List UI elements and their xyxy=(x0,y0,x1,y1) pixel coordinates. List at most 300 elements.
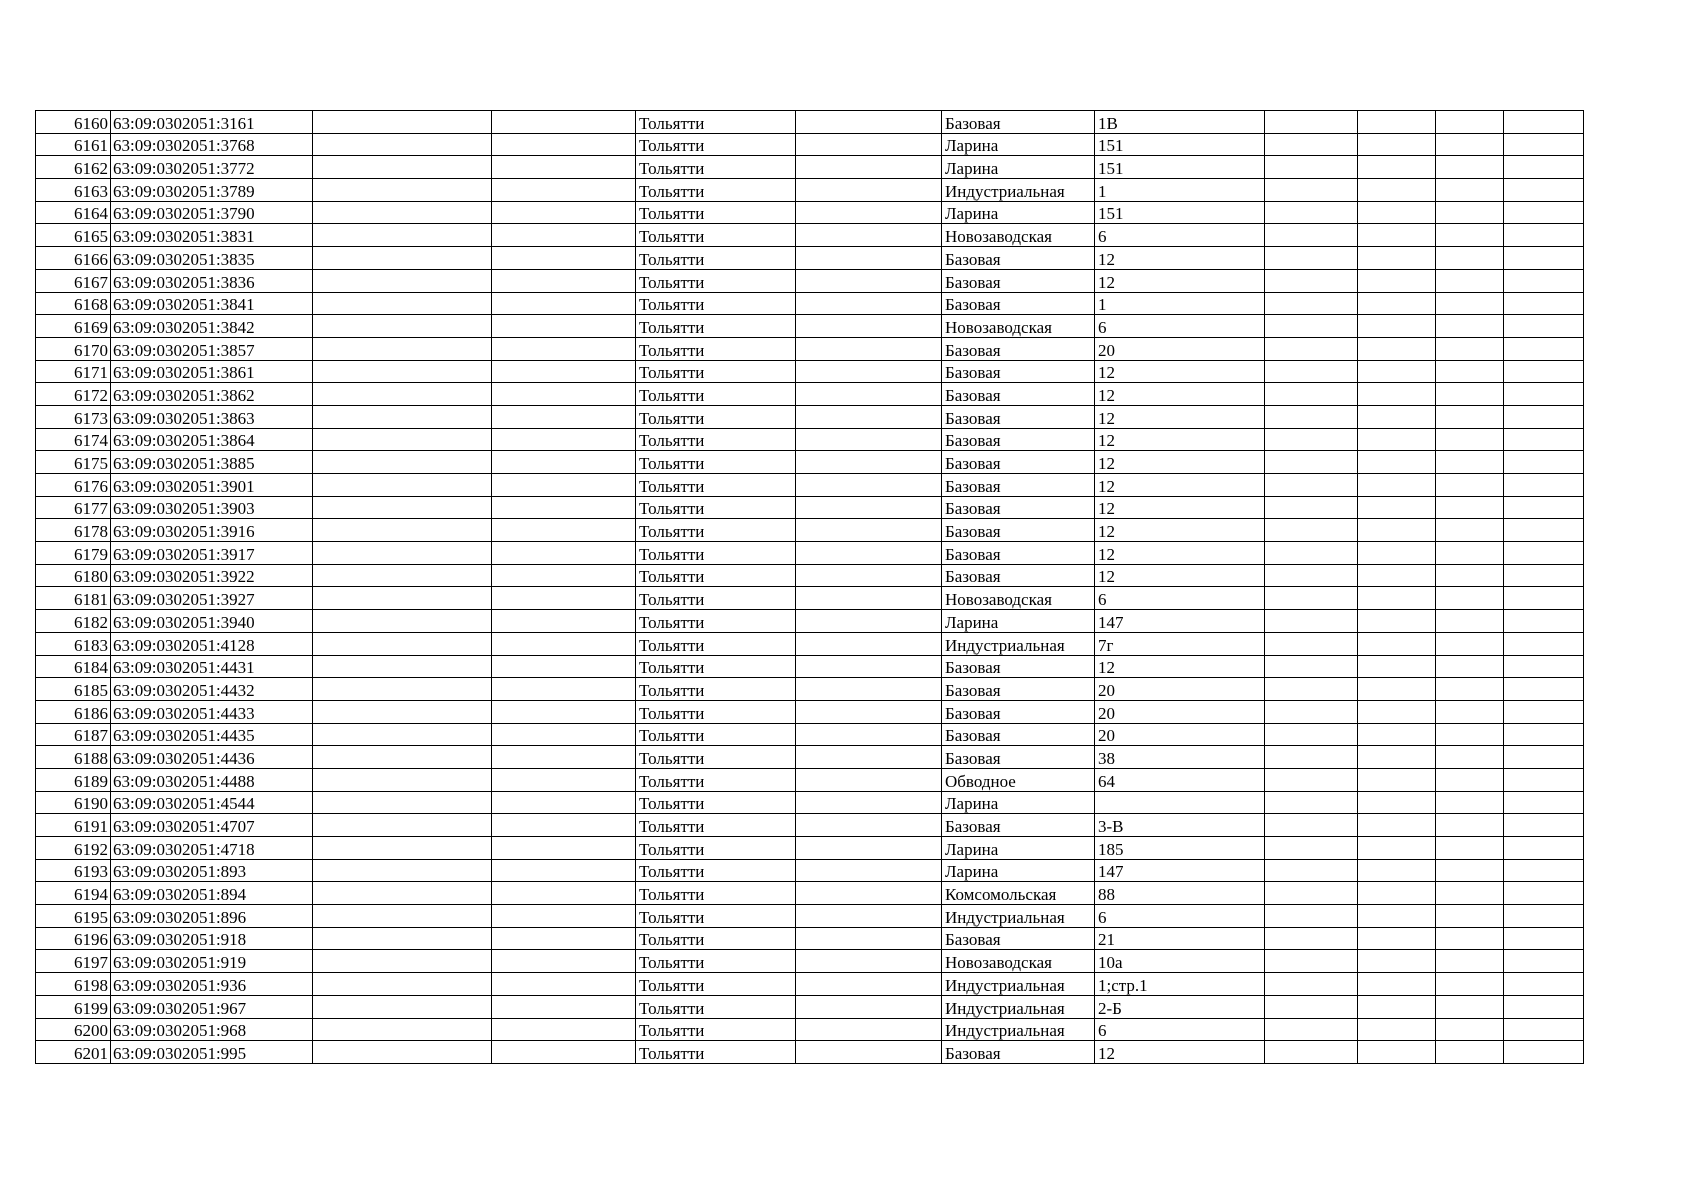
empty-cell xyxy=(796,700,942,723)
table-row xyxy=(36,814,1584,837)
empty-cell xyxy=(796,655,942,678)
empty-cell xyxy=(796,768,942,791)
table-row xyxy=(36,337,1584,360)
empty-cell xyxy=(1436,496,1504,519)
empty-cell xyxy=(1504,496,1584,519)
empty-cell xyxy=(1358,224,1436,247)
empty-cell xyxy=(313,587,492,610)
cadastral-number-cell: 63:09:0302051:4128 xyxy=(111,632,313,655)
empty-cell xyxy=(492,655,636,678)
empty-cell xyxy=(313,746,492,769)
empty-cell xyxy=(1265,292,1358,315)
empty-cell xyxy=(313,723,492,746)
empty-cell xyxy=(1358,927,1436,950)
empty-cell xyxy=(796,451,942,474)
empty-cell xyxy=(1358,678,1436,701)
empty-cell xyxy=(313,224,492,247)
empty-cell xyxy=(1436,111,1504,134)
city-cell: Тольятти xyxy=(636,247,796,270)
cadastral-number-cell: 63:09:0302051:967 xyxy=(111,995,313,1018)
city-cell: Тольятти xyxy=(636,542,796,565)
house-cell: 1 xyxy=(1095,179,1265,202)
empty-cell xyxy=(1436,292,1504,315)
empty-cell xyxy=(1358,905,1436,928)
table-row xyxy=(36,383,1584,406)
empty-cell xyxy=(1265,247,1358,270)
table-row xyxy=(36,973,1584,996)
empty-cell xyxy=(1504,610,1584,633)
street-cell: Базовая xyxy=(942,655,1095,678)
empty-cell xyxy=(1436,632,1504,655)
row-number-cell: 6178 xyxy=(36,519,111,542)
city-cell: Тольятти xyxy=(636,791,796,814)
street-cell: Индустриальная xyxy=(942,973,1095,996)
city-cell: Тольятти xyxy=(636,700,796,723)
city-cell: Тольятти xyxy=(636,337,796,360)
empty-cell xyxy=(1436,224,1504,247)
street-cell: Комсомольская xyxy=(942,882,1095,905)
row-number-cell: 6184 xyxy=(36,655,111,678)
house-cell: 12 xyxy=(1095,405,1265,428)
empty-cell xyxy=(1358,360,1436,383)
empty-cell xyxy=(313,496,492,519)
empty-cell xyxy=(1265,428,1358,451)
empty-cell xyxy=(1436,451,1504,474)
empty-cell xyxy=(1436,247,1504,270)
row-number-cell: 6193 xyxy=(36,859,111,882)
cadastral-number-cell: 63:09:0302051:968 xyxy=(111,1018,313,1041)
empty-cell xyxy=(1265,837,1358,860)
empty-cell xyxy=(313,995,492,1018)
house-cell: 6 xyxy=(1095,905,1265,928)
empty-cell xyxy=(1504,791,1584,814)
empty-cell xyxy=(1358,632,1436,655)
row-number-cell: 6164 xyxy=(36,201,111,224)
empty-cell xyxy=(492,179,636,202)
empty-cell xyxy=(492,542,636,565)
table-row xyxy=(36,451,1584,474)
house-cell: 12 xyxy=(1095,383,1265,406)
table-row xyxy=(36,201,1584,224)
house-cell: 147 xyxy=(1095,610,1265,633)
row-number-cell: 6171 xyxy=(36,360,111,383)
city-cell: Тольятти xyxy=(636,292,796,315)
empty-cell xyxy=(1436,360,1504,383)
empty-cell xyxy=(313,360,492,383)
street-cell: Индустриальная xyxy=(942,995,1095,1018)
empty-cell xyxy=(313,383,492,406)
table-row xyxy=(36,519,1584,542)
table-row xyxy=(36,859,1584,882)
empty-cell xyxy=(313,428,492,451)
street-cell: Базовая xyxy=(942,927,1095,950)
street-cell: Базовая xyxy=(942,111,1095,134)
empty-cell xyxy=(1436,723,1504,746)
empty-cell xyxy=(1265,859,1358,882)
empty-cell xyxy=(1358,111,1436,134)
empty-cell xyxy=(1436,337,1504,360)
table-row xyxy=(36,950,1584,973)
cadastral-number-cell: 63:09:0302051:3772 xyxy=(111,156,313,179)
row-number-cell: 6194 xyxy=(36,882,111,905)
table-row xyxy=(36,315,1584,338)
empty-cell xyxy=(796,859,942,882)
empty-cell xyxy=(1504,337,1584,360)
empty-cell xyxy=(1504,973,1584,996)
street-cell: Ларина xyxy=(942,610,1095,633)
empty-cell xyxy=(492,905,636,928)
cadastral-number-cell: 63:09:0302051:3161 xyxy=(111,111,313,134)
empty-cell xyxy=(1504,564,1584,587)
empty-cell xyxy=(796,564,942,587)
street-cell: Индустриальная xyxy=(942,632,1095,655)
empty-cell xyxy=(492,587,636,610)
empty-cell xyxy=(492,837,636,860)
empty-cell xyxy=(1436,995,1504,1018)
empty-cell xyxy=(1436,973,1504,996)
empty-cell xyxy=(796,201,942,224)
street-cell: Базовая xyxy=(942,564,1095,587)
empty-cell xyxy=(492,224,636,247)
empty-cell xyxy=(1358,882,1436,905)
empty-cell xyxy=(1265,133,1358,156)
empty-cell xyxy=(796,337,942,360)
empty-cell xyxy=(1358,247,1436,270)
empty-cell xyxy=(1265,768,1358,791)
row-number-cell: 6183 xyxy=(36,632,111,655)
empty-cell xyxy=(1436,133,1504,156)
empty-cell xyxy=(492,428,636,451)
empty-cell xyxy=(492,337,636,360)
house-cell: 12 xyxy=(1095,474,1265,497)
empty-cell xyxy=(492,315,636,338)
empty-cell xyxy=(1504,768,1584,791)
street-cell: Новозаводская xyxy=(942,224,1095,247)
empty-cell xyxy=(1265,451,1358,474)
empty-cell xyxy=(1436,882,1504,905)
city-cell: Тольятти xyxy=(636,950,796,973)
row-number-cell: 6186 xyxy=(36,700,111,723)
table-row xyxy=(36,1041,1584,1064)
empty-cell xyxy=(1265,542,1358,565)
row-number-cell: 6177 xyxy=(36,496,111,519)
empty-cell xyxy=(1358,496,1436,519)
house-cell: 6 xyxy=(1095,315,1265,338)
empty-cell xyxy=(492,564,636,587)
row-number-cell: 6189 xyxy=(36,768,111,791)
city-cell: Тольятти xyxy=(636,882,796,905)
table-row xyxy=(36,746,1584,769)
house-cell: 12 xyxy=(1095,451,1265,474)
empty-cell xyxy=(1504,723,1584,746)
cadastral-number-cell: 63:09:0302051:896 xyxy=(111,905,313,928)
empty-cell xyxy=(313,474,492,497)
table-row xyxy=(36,156,1584,179)
empty-cell xyxy=(1436,655,1504,678)
empty-cell xyxy=(492,292,636,315)
cadastral-number-cell: 63:09:0302051:918 xyxy=(111,927,313,950)
empty-cell xyxy=(1358,791,1436,814)
cadastral-number-cell: 63:09:0302051:3864 xyxy=(111,428,313,451)
row-number-cell: 6195 xyxy=(36,905,111,928)
empty-cell xyxy=(492,383,636,406)
empty-cell xyxy=(1265,791,1358,814)
row-number-cell: 6192 xyxy=(36,837,111,860)
city-cell: Тольятти xyxy=(636,519,796,542)
empty-cell xyxy=(1358,201,1436,224)
row-number-cell: 6200 xyxy=(36,1018,111,1041)
street-cell: Базовая xyxy=(942,428,1095,451)
city-cell: Тольятти xyxy=(636,383,796,406)
house-cell: 12 xyxy=(1095,542,1265,565)
city-cell: Тольятти xyxy=(636,859,796,882)
cadastral-number-cell: 63:09:0302051:3842 xyxy=(111,315,313,338)
city-cell: Тольятти xyxy=(636,655,796,678)
city-cell: Тольятти xyxy=(636,814,796,837)
house-cell: 12 xyxy=(1095,1041,1265,1064)
empty-cell xyxy=(1504,950,1584,973)
street-cell: Базовая xyxy=(942,383,1095,406)
empty-cell xyxy=(313,814,492,837)
empty-cell xyxy=(1265,950,1358,973)
cadastral-number-cell: 63:09:0302051:3916 xyxy=(111,519,313,542)
empty-cell xyxy=(1358,405,1436,428)
street-cell: Индустриальная xyxy=(942,179,1095,202)
empty-cell xyxy=(1436,768,1504,791)
empty-cell xyxy=(796,360,942,383)
empty-cell xyxy=(1265,383,1358,406)
house-cell: 12 xyxy=(1095,496,1265,519)
cadastral-number-cell: 63:09:0302051:4707 xyxy=(111,814,313,837)
empty-cell xyxy=(1436,1041,1504,1064)
cadastral-number-cell: 63:09:0302051:3836 xyxy=(111,269,313,292)
empty-cell xyxy=(492,995,636,1018)
empty-cell xyxy=(492,1041,636,1064)
empty-cell xyxy=(313,542,492,565)
empty-cell xyxy=(492,973,636,996)
empty-cell xyxy=(1504,746,1584,769)
empty-cell xyxy=(1504,292,1584,315)
empty-cell xyxy=(1504,179,1584,202)
house-cell: 12 xyxy=(1095,564,1265,587)
empty-cell xyxy=(1504,678,1584,701)
empty-cell xyxy=(313,859,492,882)
cadastral-number-cell: 63:09:0302051:3861 xyxy=(111,360,313,383)
empty-cell xyxy=(1358,859,1436,882)
empty-cell xyxy=(1436,927,1504,950)
empty-cell xyxy=(796,383,942,406)
empty-cell xyxy=(1504,519,1584,542)
table-row xyxy=(36,678,1584,701)
street-cell: Ларина xyxy=(942,791,1095,814)
empty-cell xyxy=(313,292,492,315)
empty-cell xyxy=(1504,405,1584,428)
city-cell: Тольятти xyxy=(636,496,796,519)
empty-cell xyxy=(1504,587,1584,610)
empty-cell xyxy=(1265,927,1358,950)
empty-cell xyxy=(313,700,492,723)
street-cell: Ларина xyxy=(942,133,1095,156)
cadastral-number-cell: 63:09:0302051:3862 xyxy=(111,383,313,406)
empty-cell xyxy=(1436,587,1504,610)
empty-cell xyxy=(313,1041,492,1064)
empty-cell xyxy=(1265,111,1358,134)
empty-cell xyxy=(796,1041,942,1064)
empty-cell xyxy=(492,111,636,134)
row-number-cell: 6197 xyxy=(36,950,111,973)
empty-cell xyxy=(1358,542,1436,565)
empty-cell xyxy=(1358,269,1436,292)
empty-cell xyxy=(1265,700,1358,723)
cadastral-number-cell: 63:09:0302051:4431 xyxy=(111,655,313,678)
house-cell: 6 xyxy=(1095,1018,1265,1041)
street-cell: Базовая xyxy=(942,337,1095,360)
city-cell: Тольятти xyxy=(636,269,796,292)
cadastral-number-cell: 63:09:0302051:919 xyxy=(111,950,313,973)
street-cell: Ларина xyxy=(942,201,1095,224)
empty-cell xyxy=(1358,700,1436,723)
empty-cell xyxy=(1436,269,1504,292)
empty-cell xyxy=(1358,655,1436,678)
row-number-cell: 6172 xyxy=(36,383,111,406)
empty-cell xyxy=(796,882,942,905)
empty-cell xyxy=(313,950,492,973)
street-cell: Новозаводская xyxy=(942,315,1095,338)
empty-cell xyxy=(1436,610,1504,633)
house-cell: 151 xyxy=(1095,201,1265,224)
city-cell: Тольятти xyxy=(636,1041,796,1064)
empty-cell xyxy=(1504,111,1584,134)
table-row xyxy=(36,995,1584,1018)
empty-cell xyxy=(1504,224,1584,247)
row-number-cell: 6166 xyxy=(36,247,111,270)
house-cell: 20 xyxy=(1095,723,1265,746)
empty-cell xyxy=(1265,587,1358,610)
empty-cell xyxy=(492,859,636,882)
city-cell: Тольятти xyxy=(636,224,796,247)
empty-cell xyxy=(313,905,492,928)
empty-cell xyxy=(313,791,492,814)
table-row xyxy=(36,1018,1584,1041)
empty-cell xyxy=(492,632,636,655)
empty-cell xyxy=(1436,179,1504,202)
empty-cell xyxy=(1265,564,1358,587)
empty-cell xyxy=(796,950,942,973)
city-cell: Тольятти xyxy=(636,837,796,860)
empty-cell xyxy=(313,1018,492,1041)
cadastral-number-cell: 63:09:0302051:3841 xyxy=(111,292,313,315)
empty-cell xyxy=(1265,224,1358,247)
empty-cell xyxy=(1504,882,1584,905)
empty-cell xyxy=(1265,360,1358,383)
house-cell: 12 xyxy=(1095,519,1265,542)
empty-cell xyxy=(796,111,942,134)
empty-cell xyxy=(1358,973,1436,996)
row-number-cell: 6198 xyxy=(36,973,111,996)
empty-cell xyxy=(1436,474,1504,497)
cadastral-number-cell: 63:09:0302051:936 xyxy=(111,973,313,996)
city-cell: Тольятти xyxy=(636,1018,796,1041)
empty-cell xyxy=(313,655,492,678)
table-row xyxy=(36,791,1584,814)
house-cell: 21 xyxy=(1095,927,1265,950)
cadastral-number-cell: 63:09:0302051:3790 xyxy=(111,201,313,224)
empty-cell xyxy=(796,292,942,315)
empty-cell xyxy=(1436,791,1504,814)
empty-cell xyxy=(313,247,492,270)
empty-cell xyxy=(1358,292,1436,315)
empty-cell xyxy=(796,791,942,814)
empty-cell xyxy=(1358,564,1436,587)
empty-cell xyxy=(313,927,492,950)
city-cell: Тольятти xyxy=(636,610,796,633)
row-number-cell: 6190 xyxy=(36,791,111,814)
empty-cell xyxy=(1358,746,1436,769)
street-cell: Базовая xyxy=(942,678,1095,701)
city-cell: Тольятти xyxy=(636,111,796,134)
empty-cell xyxy=(1358,337,1436,360)
row-number-cell: 6196 xyxy=(36,927,111,950)
empty-cell xyxy=(796,587,942,610)
cadastral-number-cell: 63:09:0302051:3863 xyxy=(111,405,313,428)
empty-cell xyxy=(313,156,492,179)
city-cell: Тольятти xyxy=(636,201,796,224)
empty-cell xyxy=(1504,632,1584,655)
empty-cell xyxy=(1358,610,1436,633)
empty-cell xyxy=(1265,337,1358,360)
empty-cell xyxy=(796,610,942,633)
empty-cell xyxy=(313,768,492,791)
empty-cell xyxy=(1265,1041,1358,1064)
empty-cell xyxy=(1358,814,1436,837)
street-cell: Базовая xyxy=(942,292,1095,315)
empty-cell xyxy=(1436,564,1504,587)
street-cell: Базовая xyxy=(942,474,1095,497)
empty-cell xyxy=(492,1018,636,1041)
cadastral-number-cell: 63:09:0302051:3922 xyxy=(111,564,313,587)
table-row xyxy=(36,610,1584,633)
city-cell: Тольятти xyxy=(636,927,796,950)
row-number-cell: 6188 xyxy=(36,746,111,769)
empty-cell xyxy=(1358,428,1436,451)
house-cell: 88 xyxy=(1095,882,1265,905)
empty-cell xyxy=(492,678,636,701)
empty-cell xyxy=(1436,746,1504,769)
street-cell: Базовая xyxy=(942,496,1095,519)
empty-cell xyxy=(1265,1018,1358,1041)
house-cell: 12 xyxy=(1095,360,1265,383)
empty-cell xyxy=(1436,519,1504,542)
empty-cell xyxy=(1265,814,1358,837)
table-row xyxy=(36,247,1584,270)
house-cell: 20 xyxy=(1095,678,1265,701)
empty-cell xyxy=(492,496,636,519)
empty-cell xyxy=(313,632,492,655)
street-cell: Обводное xyxy=(942,768,1095,791)
table-row xyxy=(36,564,1584,587)
house-cell xyxy=(1095,791,1265,814)
empty-cell xyxy=(492,791,636,814)
empty-cell xyxy=(1504,1018,1584,1041)
cadastral-number-cell: 63:09:0302051:4436 xyxy=(111,746,313,769)
cadastral-number-cell: 63:09:0302051:3917 xyxy=(111,542,313,565)
house-cell: 12 xyxy=(1095,247,1265,270)
empty-cell xyxy=(1265,973,1358,996)
empty-cell xyxy=(1436,405,1504,428)
empty-cell xyxy=(1358,474,1436,497)
house-cell: 151 xyxy=(1095,156,1265,179)
empty-cell xyxy=(1436,950,1504,973)
